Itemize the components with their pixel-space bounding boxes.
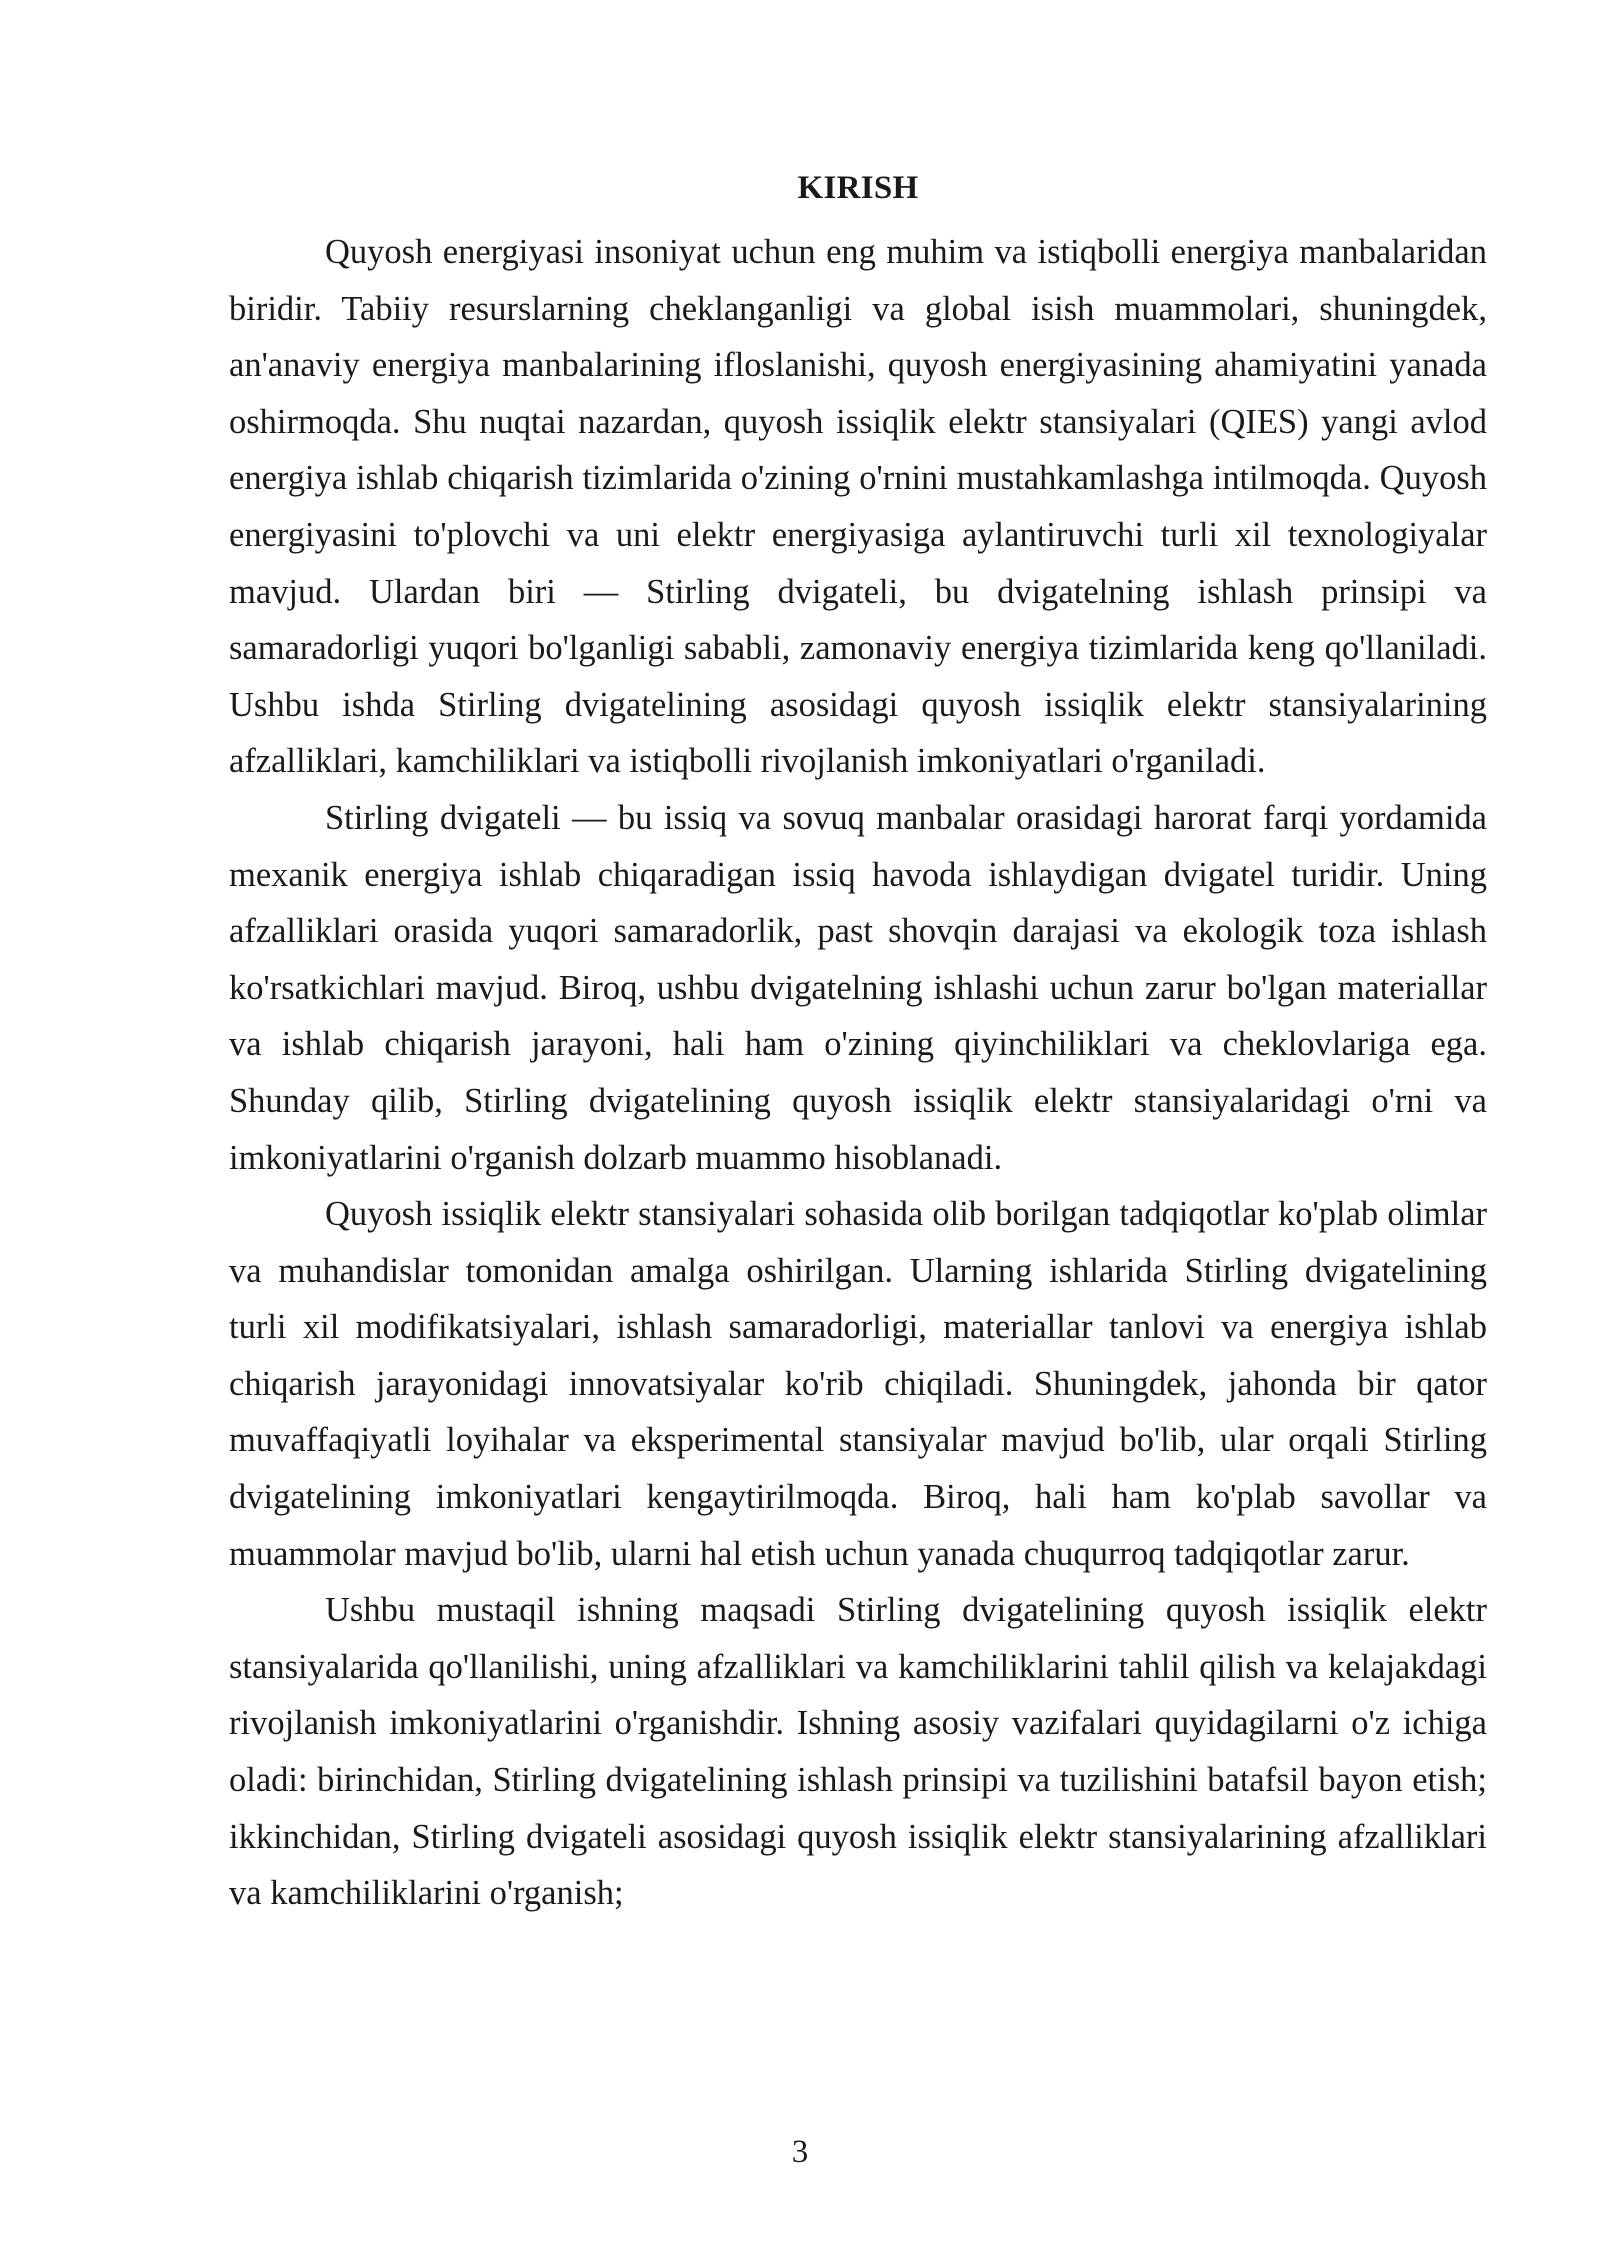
paragraph-research: Quyosh issiqlik elektr stansiyalari sohasida olib borilgan tadqiqotlar ko'plab olimlar va muhandislar tomonidan amalga oshirilgan. Ularning ishlarida Stirling dvigatelining turli xil modifikatsiyalari, ishlash samaradorligi, materiallar tanlovi va energiya ishlab chiqarish jarayonidagi innovatsiyalar ko'rib chiqiladi. Shuningdek, jahonda bir qator muvaffaqiyatli loyihalar va eksperimental stansiyalar mavjud bo'lib, ular orqali Stirling dvigatelining imkoniyatlari kengaytirilmoqda. Biroq, hali ham ko'plab savollar va muammolar mavjud bo'lib, ularni hal etish uchun yanada chuqurroq tadqiqotlar zarur.	[229, 1195, 1487, 1573]
section-title: KIRISH	[797, 170, 919, 206]
page-number: 3	[791, 2134, 809, 2170]
paragraph-introduction: Quyosh energiyasi insoniyat uchun eng muhim va istiqbolli energiya manbalaridan biridir. Tabiiy resurslarning cheklanganligi va global isish muammolari, shuningdek, an'anaviy energiya manbalarining ifloslanishi, quyosh energiyasining ahamiyatini yanada oshirmoqda. Shu nuqtai nazardan, quyosh issiqlik elektr stansiyalari (QIES) yangi avlod energiya ishlab chiqarish tizimlarida o'zining o'rnini mustahkamlashga intilmoqda. Quyosh energiyasini to'plovchi va uni elektr energiyasiga aylantiruvchi turli xil texnologiyalar mavjud. Ulardan biri — Stirling dvigateli, bu dvigatelning ishlash prinsipi va samaradorligi yuqori bo'lganligi sababli, zamonaviy energiya tizimlarida keng qo'llaniladi. Ushbu ishda Stirling dvigatelining asosidagi quyosh issiqlik elektr stansiyalarining afzalliklari, kamchiliklari va istiqbolli rivojlanish imkoniyatlari o'rganiladi.	[229, 233, 1487, 781]
paragraph-objectives: Ushbu mustaqil ishning maqsadi Stirling dvigatelining quyosh issiqlik elektr stansiyalarida qo'llanilishi, uning afzalliklari va kamchiliklarini tahlil qilish va kelajakdagi rivojlanish imkoniyatlarini o'rganishdir. Ishning asosiy vazifalari quyidagilarni o'z ichiga oladi: birinchidan, Stirling dvigatelining ishlash prinsipi va tuzilishini batafsil bayon etish; ikkinchidan, Stirling dvigateli asosidagi quyosh issiqlik elektr stansiyalarining afzalliklari va kamchiliklarini o'rganish;	[229, 1591, 1487, 1913]
page-content	[229, 160, 1487, 1922]
paragraph-stirling-engine: Stirling dvigateli — bu issiq va sovuq manbalar orasidagi harorat farqi yordamida mexanik energiya ishlab chiqaradigan issiq havoda ishlaydigan dvigatel turidir. Uning afzalliklari orasida yuqori samaradorlik, past shovqin darajasi va ekologik toza ishlash ko'rsatkichlari mavjud. Biroq, ushbu dvigatelning ishlashi uchun zarur bo'lgan materiallar va ishlab chiqarish jarayoni, hali ham o'zining qiyinchiliklari va cheklovlariga ega. Shunday qilib, Stirling dvigatelining quyosh issiqlik elektr stansiyalaridagi o'rni va imkoniyatlarini o'rganish dolzarb muammo hisoblanadi.	[229, 798, 1487, 1177]
